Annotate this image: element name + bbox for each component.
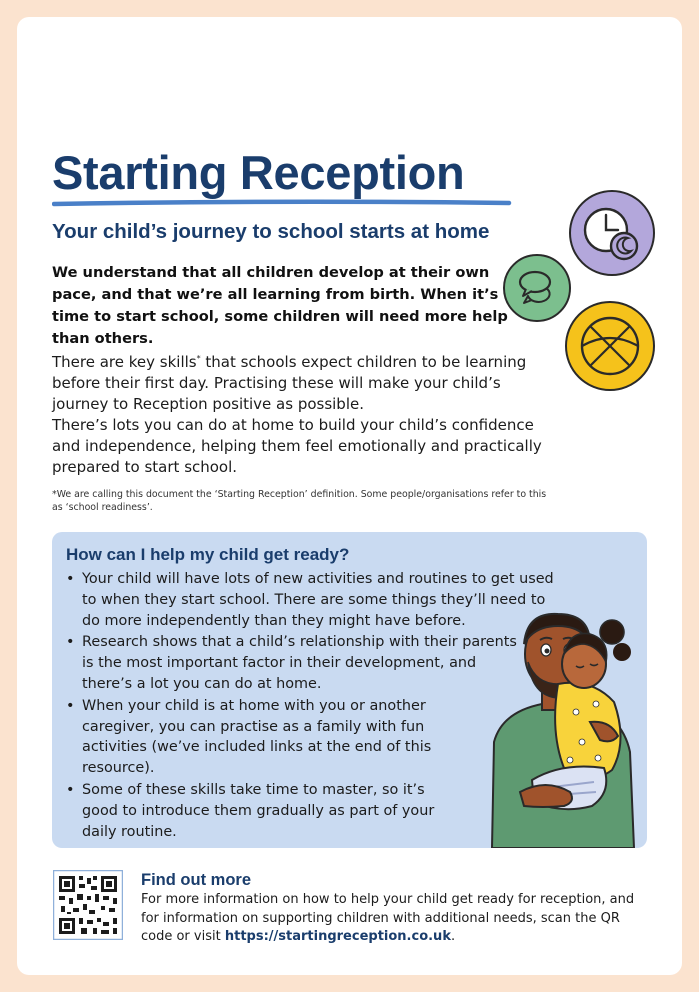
help-item <box>66 632 527 694</box>
qr-code-icon[interactable] <box>53 870 123 940</box>
find-out-more-title: Find out more <box>141 871 251 889</box>
help-item-text: Some of these skills take time to master, so it’s good to introduce them gradually as part of your daily routine. <box>82 781 435 840</box>
page <box>17 17 682 975</box>
title-underline <box>52 197 512 209</box>
intro-paragraph-1-start: There are key skills <box>52 353 197 371</box>
find-out-more-body: For more information on how to help your child get ready for reception, and for information on supporting children with additional needs, scan the QR code or visit <box>141 892 635 944</box>
find-out-more-text <box>141 891 641 947</box>
help-box <box>52 532 647 848</box>
help-item <box>66 696 447 779</box>
clock-moon-icon <box>568 189 656 277</box>
help-title: How can I help my child get ready? <box>66 545 350 564</box>
help-item-text: When your child is at home with you or another caregiver, you can practise as a family with fun activities (we’ve included links at the end of this resource). <box>82 697 432 777</box>
help-item-text: Your child will have lots of new activities and routines to get used to when they start school. There are some things they’ll need to do more independently than they might have before. <box>82 571 554 629</box>
help-item-text: Research shows that a child’s relationship with their parents is the most important factor in their development, and there’s a lot you can do at home. <box>82 634 517 692</box>
footnote-mark: * <box>196 354 201 363</box>
intro-paragraph-2: There’s lots you can do at home to build your child’s confidence and independence, helping them feel emotionally and practically prepared to start school. <box>52 416 542 476</box>
basketball-icon <box>564 300 656 392</box>
help-item <box>66 780 457 842</box>
intro-paragraph-1 <box>52 348 552 415</box>
footnote: *We are calling this document the ‘Starting Reception’ definition. Some people/organisations refer to this as ‘school readiness’. <box>52 489 547 513</box>
page-title: Starting Reception <box>52 146 465 199</box>
find-out-more-end: . <box>450 929 456 944</box>
parent-child-illustration <box>472 592 647 848</box>
bullet: • <box>66 781 75 798</box>
bullet: • <box>66 697 75 714</box>
bullet: • <box>66 571 75 587</box>
bullet: • <box>66 634 75 651</box>
page-subtitle: Your child’s journey to school starts at home <box>52 220 490 243</box>
intro-lead: We understand that all children develop at their own pace, and that we’re all learning from birth. When it’s time to start school, some children will need more help than others. <box>52 264 508 347</box>
speech-bubbles-icon <box>502 253 572 323</box>
intro-paragraph-1-end: that schools expect children to be learning before their first day. Practising these will make your child’s journey to Reception positive as possible. <box>52 353 527 413</box>
starting-reception-link[interactable]: https://startingreception.co.uk <box>224 929 451 944</box>
